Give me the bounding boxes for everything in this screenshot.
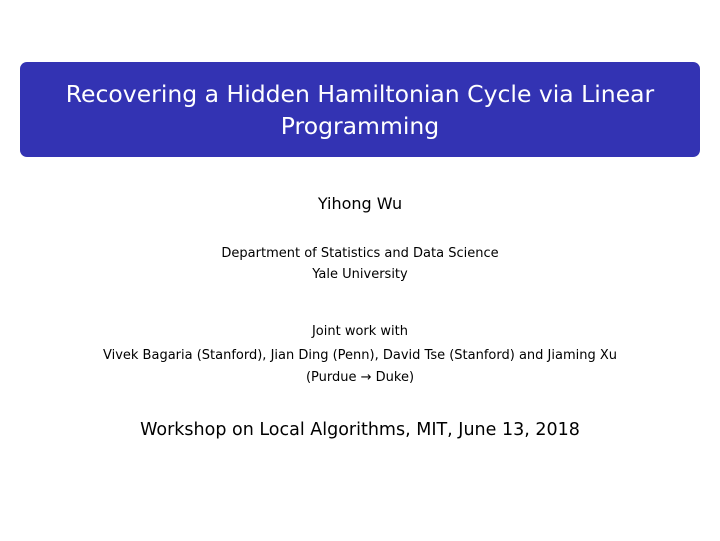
- title-line-1: Recovering a Hidden Hamiltonian Cycle via Linear: [65, 79, 655, 108]
- university: Yale University: [312, 267, 408, 282]
- author-name: Yihong Wu: [317, 194, 403, 213]
- title-line-2: Programming: [280, 111, 440, 140]
- collaborators-line-1: Vivek Bagaria (Stanford), Jian Ding (Penn), David Tse (Stanford) and Jiaming Xu: [102, 348, 617, 363]
- title-block: [20, 62, 700, 157]
- collaborators-line-2: (Purdue → Duke): [305, 370, 415, 385]
- event-info: Workshop on Local Algorithms, MIT, June 13, 2018: [140, 420, 580, 440]
- collaboration-intro: Joint work with: [311, 324, 409, 339]
- department: Department of Statistics and Data Science: [221, 246, 499, 261]
